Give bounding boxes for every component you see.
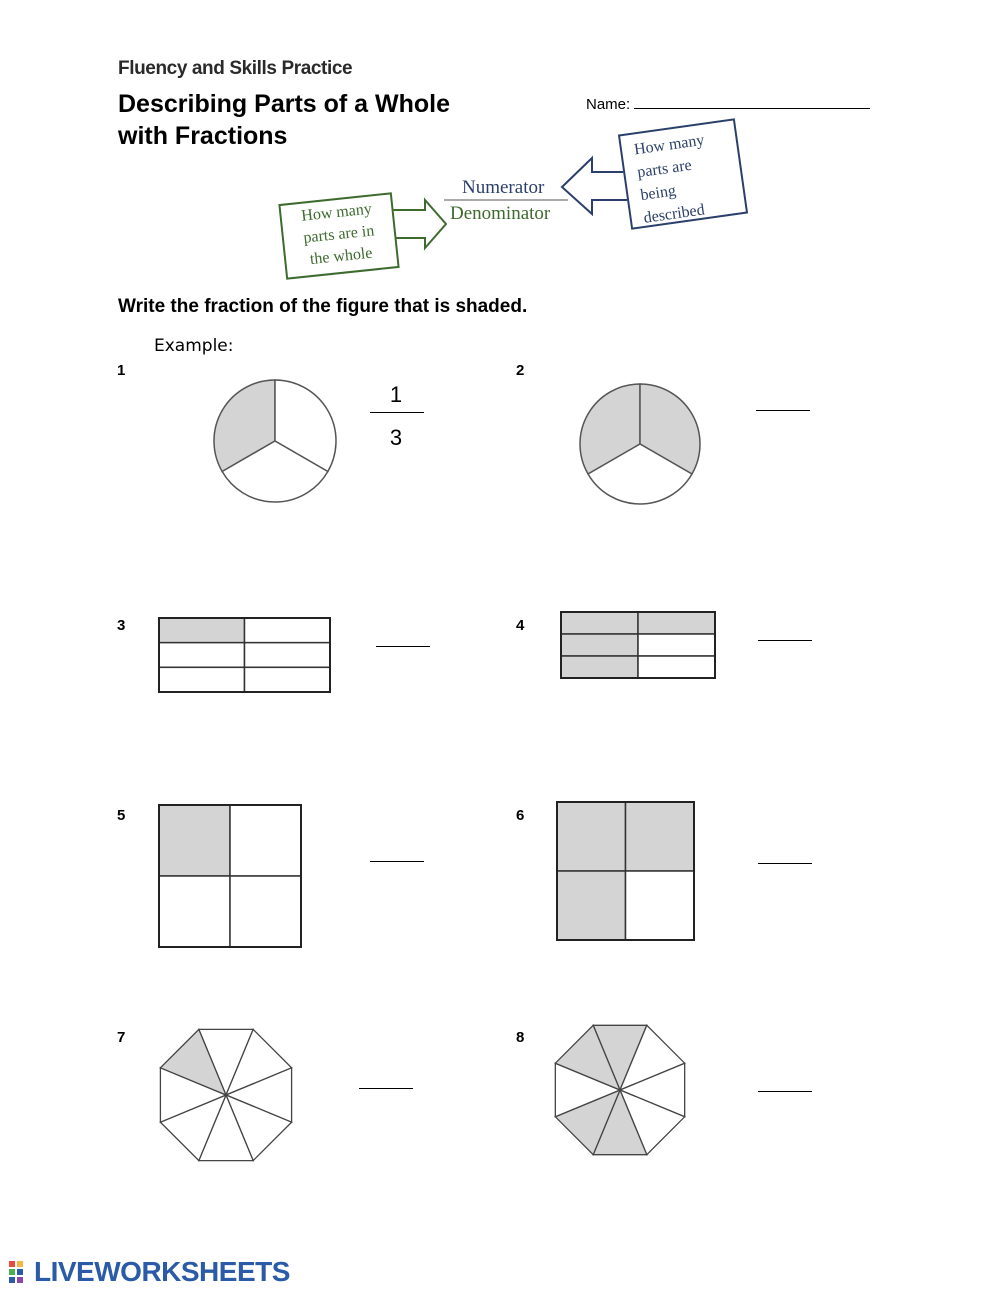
name-label: Name: bbox=[586, 96, 631, 113]
instruction-text: Write the fraction of the figure that is shaded. bbox=[118, 296, 528, 317]
q3-cell bbox=[245, 618, 331, 643]
whole-box-line: parts are in bbox=[302, 222, 376, 247]
q5-quadrant bbox=[230, 876, 301, 947]
q3-cell bbox=[159, 618, 245, 643]
q4-cell bbox=[638, 634, 715, 656]
q4-cell bbox=[561, 656, 638, 678]
question-number-5: 5 bbox=[117, 807, 126, 824]
liveworksheets-logo bbox=[8, 1256, 290, 1288]
denominator-label: Denominator bbox=[450, 203, 551, 224]
example-answer-numerator: 1 bbox=[389, 382, 403, 407]
q5-quadrant bbox=[159, 805, 230, 876]
whole-box-line: the whole bbox=[309, 244, 374, 269]
numerator-label: Numerator bbox=[462, 177, 545, 198]
question-number-8: 8 bbox=[516, 1029, 525, 1046]
q3-cell bbox=[245, 643, 331, 668]
q3-cell bbox=[245, 667, 331, 692]
example-label: Example: bbox=[154, 336, 234, 356]
title-line-1: Describing Parts of a Whole bbox=[118, 90, 451, 118]
question-number-6: 6 bbox=[516, 807, 525, 824]
q4-cell bbox=[638, 656, 715, 678]
q5-quadrant bbox=[230, 805, 301, 876]
question-number-1: 1 bbox=[117, 362, 126, 379]
q4-cell bbox=[638, 612, 715, 634]
q4-cell bbox=[561, 634, 638, 656]
q6-quadrant bbox=[557, 871, 626, 940]
q3-cell bbox=[159, 643, 245, 668]
q5-quadrant bbox=[159, 876, 230, 947]
q6-quadrant bbox=[626, 802, 695, 871]
question-number-4: 4 bbox=[516, 617, 525, 634]
q6-quadrant bbox=[557, 802, 626, 871]
whole-box-line: How many bbox=[300, 200, 373, 225]
example-answer-denominator: 3 bbox=[389, 425, 403, 450]
described-box-line: being bbox=[639, 182, 677, 205]
logo-icon bbox=[8, 1259, 30, 1285]
q6-quadrant bbox=[626, 871, 695, 940]
question-number-2: 2 bbox=[516, 362, 525, 379]
series-title: Fluency and Skills Practice bbox=[118, 58, 353, 79]
described-box-line: parts are bbox=[636, 156, 693, 182]
title-line-2: with Fractions bbox=[118, 122, 288, 150]
described-box-line: How many bbox=[633, 131, 706, 159]
described-box-line: described bbox=[642, 201, 706, 227]
question-number-7: 7 bbox=[117, 1029, 126, 1046]
logo-text: LIVEWORKSHEETS bbox=[34, 1256, 290, 1287]
q3-cell bbox=[159, 667, 245, 692]
q4-cell bbox=[561, 612, 638, 634]
question-number-3: 3 bbox=[117, 617, 126, 634]
